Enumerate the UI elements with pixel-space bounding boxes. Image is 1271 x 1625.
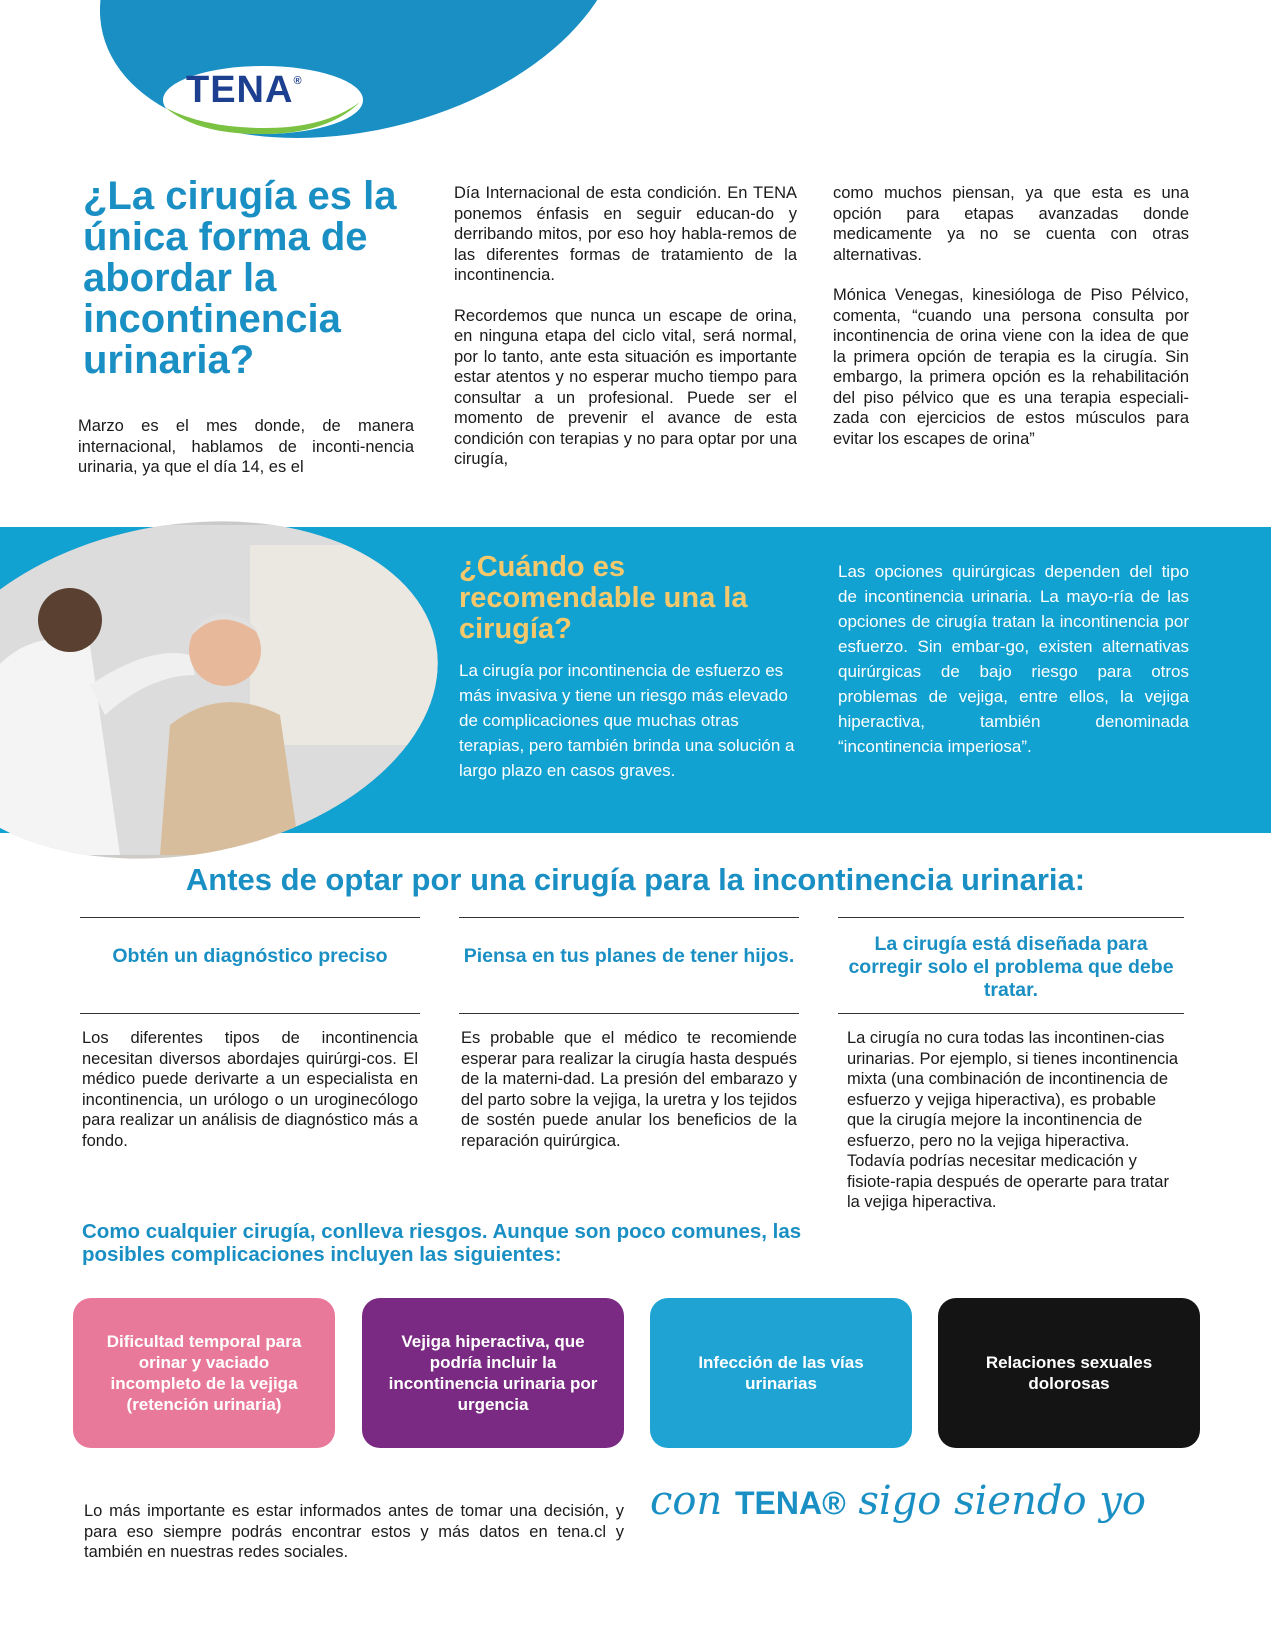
divider — [838, 917, 1184, 918]
tip-heading: Obtén un diagnóstico preciso — [112, 945, 388, 967]
divider — [80, 1013, 420, 1014]
intro-column-3 — [833, 183, 1189, 469]
tip-heading: Piensa en tus planes de tener hijos. — [463, 945, 795, 967]
footer-text: Lo más importante es estar informados antes de tomar una decisión, y para eso siempre podrás encontrar estos y más datos en tena.cl y también en nuestras redes sociales. — [84, 1502, 624, 1561]
slogan — [650, 1478, 1146, 1524]
section-title: Antes de optar por una cirugía para la incontinencia urinaria: — [185, 862, 1086, 897]
slogan-pre: con — [650, 1478, 723, 1524]
risks-title: Como cualquier cirugía, conlleva riesgos. Aunque son poco comunes, las posibles complicaciones incluyen las siguientes: — [82, 1220, 802, 1266]
intro-column-2 — [454, 183, 797, 490]
risk-box-painful-sex — [938, 1298, 1200, 1448]
divider — [838, 1013, 1184, 1014]
band-title: ¿Cuándo es recomendable una la cirugía? — [459, 551, 748, 645]
risk-box-overactive-bladder — [362, 1298, 624, 1448]
slogan-brand: TENA® — [734, 1485, 846, 1521]
tip-text: La cirugía no cura todas las incontinen-cias urinarias. Por ejemplo, si tienes incontinencia mixta (una combinación de incontinencia de esfuerzo y vejiga hiperactiva), es probable que la cirugía mejore la incontinencia de esfuerzo, pero no la vejiga hiperactiva. Todavía podrías necesitar medicación y fisiote-rapia después de operarte para tratar la vejiga hiperactiva. — [847, 1029, 1179, 1211]
risk-box-text: Vejiga hiperactiva, que podría incluir la incontinencia urinaria por urgencia — [388, 1332, 598, 1414]
divider — [459, 1013, 799, 1014]
slogan-post: sigo siendo yo — [858, 1478, 1146, 1524]
risk-box-text: Relaciones sexuales dolorosas — [985, 1353, 1153, 1393]
tena-logo: TENA® — [186, 69, 303, 111]
risk-box-retention — [73, 1298, 335, 1448]
tip-heading: La cirugía está diseñada para corregir solo el problema que debe tratar. — [848, 933, 1174, 1001]
intro-paragraph: Marzo es el mes donde, de manera internacional, hablamos de inconti-nencia urinaria, ya que el día 14, es el — [78, 417, 414, 476]
tip-text: Es probable que el médico te recomiende esperar para realizar la cirugía hasta después de la materni-dad. La presión del embarazo y del parto sobre la vejiga, la uretra y los tejidos de sostén puede anular los beneficios de la reparación quirúrgica. — [461, 1029, 797, 1150]
page-title: ¿La cirugía es la única forma de abordar la incontinencia urinaria? — [83, 174, 397, 382]
intro-paragraph: Día Internacional de esta condición. En TENA ponemos énfasis en seguir educan-do y derribando mitos, por eso hoy habla-remos de las diferentes formas de tratamiento de la incontinencia. — [454, 184, 797, 284]
risk-box-infection — [650, 1298, 912, 1448]
band-left-text: La cirugía por incontinencia de esfuerzo es más invasiva y tiene un riesgo más elevado de complicaciones que muchas otras terapias, pero también brinda una solución a largo plazo en casos graves. — [459, 661, 795, 780]
tip-text: Los diferentes tipos de incontinencia necesitan diversos abordajes quirúrgi-cos. El médico puede derivarte a un especialista en incontinencia, un urólogo o un uroginecólogo para realizar un análisis de diagnóstico más a fondo. — [82, 1029, 418, 1150]
divider — [80, 917, 420, 918]
band-right-text: Las opciones quirúrgicas dependen del tipo de incontinencia urinaria. La mayo-ría de las opciones de cirugía tratan la incontinencia por esfuerzo. Sin embar-go, existen alternativas quirúrgicas de bajo riesgo para otros problemas de vejiga, entre ellos, la vejiga hiperactiva, también denominada “incontinencia imperiosa”. — [838, 562, 1189, 756]
risk-box-text: Dificultad temporal para orinar y vaciado incompleto de la vejiga (retención urinaria) — [106, 1332, 302, 1414]
intro-paragraph: Mónica Venegas, kinesióloga de Piso Pélvico, comenta, “cuando una persona consulta por incontinencia de orina viene con la idea de que la primera opción de terapia es la cirugía. Sin embargo, la primera opción es la rehabilitación del piso pélvico que es una terapia especiali-zada con ejercicios de estos músculos para evitar los escapes de orina” — [833, 286, 1189, 448]
doctor-patient-photo — [0, 482, 465, 897]
intro-column-1 — [78, 416, 414, 498]
intro-paragraph: Recordemos que nunca un escape de orina, en ninguna etapa del ciclo vital, será normal, por lo tanto, ante esta situación es importante estar atentos y no esperar mucho tiempo para consultar a un profesional. Puede ser el momento de prevenir el avance de esta condición con terapias y no para optar por una cirugía, — [454, 306, 797, 468]
risk-box-text: Infección de las vías urinarias — [698, 1353, 864, 1393]
divider — [459, 917, 799, 918]
intro-paragraph: como muchos piensan, ya que esta es una opción para etapas avanzadas donde medicamente ya no se cuenta con otras alternativas. — [833, 184, 1189, 264]
